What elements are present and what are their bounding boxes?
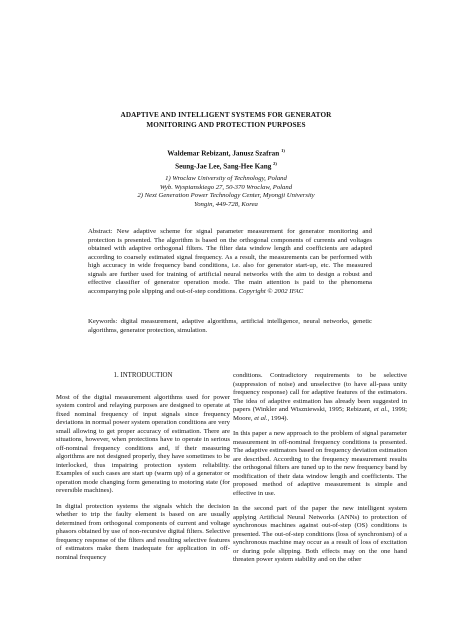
affiliation-mark-1: 1) xyxy=(281,148,285,153)
affiliation-line: 1) Wroclaw University of Technology, Poland xyxy=(165,175,287,182)
paragraph: Most of the digital measurement algorithms used for power system control and relaying purposes are designed to operate at fixed nominal frequency of input signals since frequency deviations in normal power system operation conditions are very small allowing to get proper accuracy of estimation. There are situations, however, when protections have to operate in serious off-nominal frequency conditions and, if their measuring algorithms are not designed properly, they have sometimes to be interlocked, thus impairing protection system reliability. Examples of such cases are start up (warm up) of a generator or operation mode changing form generating to motoring state (for reversible machines). xyxy=(56,393,230,494)
paragraph-text: , 1994). xyxy=(267,414,289,422)
authors-line-1 xyxy=(60,146,392,159)
paragraph: In the second part of the paper the new intelligent system applying Artificial Neural Networks (ANNs) to protection of synchronous machines against out-of-step (OS) conditions is presented. The out-of-step conditions (loss of synchronism) of a synchronous machine may occur as a result of loss of excitation or during pole slipping. Both effects may on the one hand threaten power system stability and on the other xyxy=(233,505,407,563)
citation-et-al: et al. xyxy=(254,414,268,422)
affiliation-line: Wyb. Wyspianskiego 27, 50-370 Wroclaw, Poland xyxy=(159,183,293,191)
left-column xyxy=(56,372,230,569)
authors-group-1: Waldemar Rebizant, Janusz Szafran xyxy=(167,149,280,158)
paragraph: In digital protection systems the signals which the decision whether to trip the faulty element is based on are usually determined from orthogonal components of current and voltage phasors obtained by use of non-recursive digital filters. Selective frequency response of the filters and resulting selective features of estimators make them inadequate for application in off-nominal frequency xyxy=(56,502,230,561)
author-list xyxy=(60,146,392,172)
keywords: Keywords: digital measurement, adaptive algorithms, artificial intelligence, neural networks, genetic algorithms, generator protection, simulation. xyxy=(88,318,372,334)
citation-et-al: et al. xyxy=(373,406,388,413)
paragraph-text: , 1999; Moore, xyxy=(233,406,408,422)
paragraph: In this paper a new approach to the problem of signal parameter measurement in off-nominal frequency conditions is presented. The adaptive estimators based on frequency deviation estimation are described. According to the frequency measurement results the orthogonal filters are tuned up to the new frequency band by modification of their data window length and coefficients. The proposed method of adaptive measurement is simple and effective in use. xyxy=(233,430,407,497)
section-heading-introduction: 1. INTRODUCTION xyxy=(113,372,173,379)
abstract-text: Abstract: New adaptive scheme for signal parameter measurement for generator monitoring and protection is presented. The algorithm is based on the orthogonal components of currents and voltages obtained with adaptive orthogonal filters. The filter data window length and coefficients are adapted according to coarsely estimated signal frequency. As a result, the measurements can be performed with high accuracy in wide frequency band conditions, i.e. also for generator start-up, etc. The measured signals are further used for training of artificial neural networks with the aim to design a robust and effective classifier of generator operation mode. The main attention is paid to the phenomena accompanying pole slipping and out-of-step conditions. xyxy=(88,228,372,295)
paper-title xyxy=(60,110,392,130)
authors-line-2 xyxy=(60,159,392,172)
affiliations xyxy=(60,175,392,209)
authors-group-2: Seung-Jae Lee, Sang-Hee Kang xyxy=(175,162,272,171)
title-line-1: ADAPTIVE AND INTELLIGENT SYSTEMS FOR GENERATOR xyxy=(120,111,332,119)
right-column xyxy=(233,372,407,572)
abstract xyxy=(88,228,372,296)
affiliation-line: 2) Next Generation Power Technology Center, Myongji University xyxy=(137,192,315,199)
title-line-2: MONITORING AND PROTECTION PURPOSES xyxy=(146,121,306,129)
affiliation-line: Yongin, 449-728, Korea xyxy=(194,200,258,208)
paragraph-text: conditions. Contradictory requirements to be selective (suppression of noise) and unselective (to have all-pass unity frequency response) call for adaptive features of the estimators. The idea of adaptive estimation has already been suggested in papers (Winkler and Wiszniewski, 1995; Rebizant, xyxy=(233,372,407,413)
affiliation-mark-2: 2) xyxy=(273,160,277,166)
paragraph xyxy=(233,372,407,423)
copyright-notice: Copyright © 2002 IFAC xyxy=(238,287,304,295)
